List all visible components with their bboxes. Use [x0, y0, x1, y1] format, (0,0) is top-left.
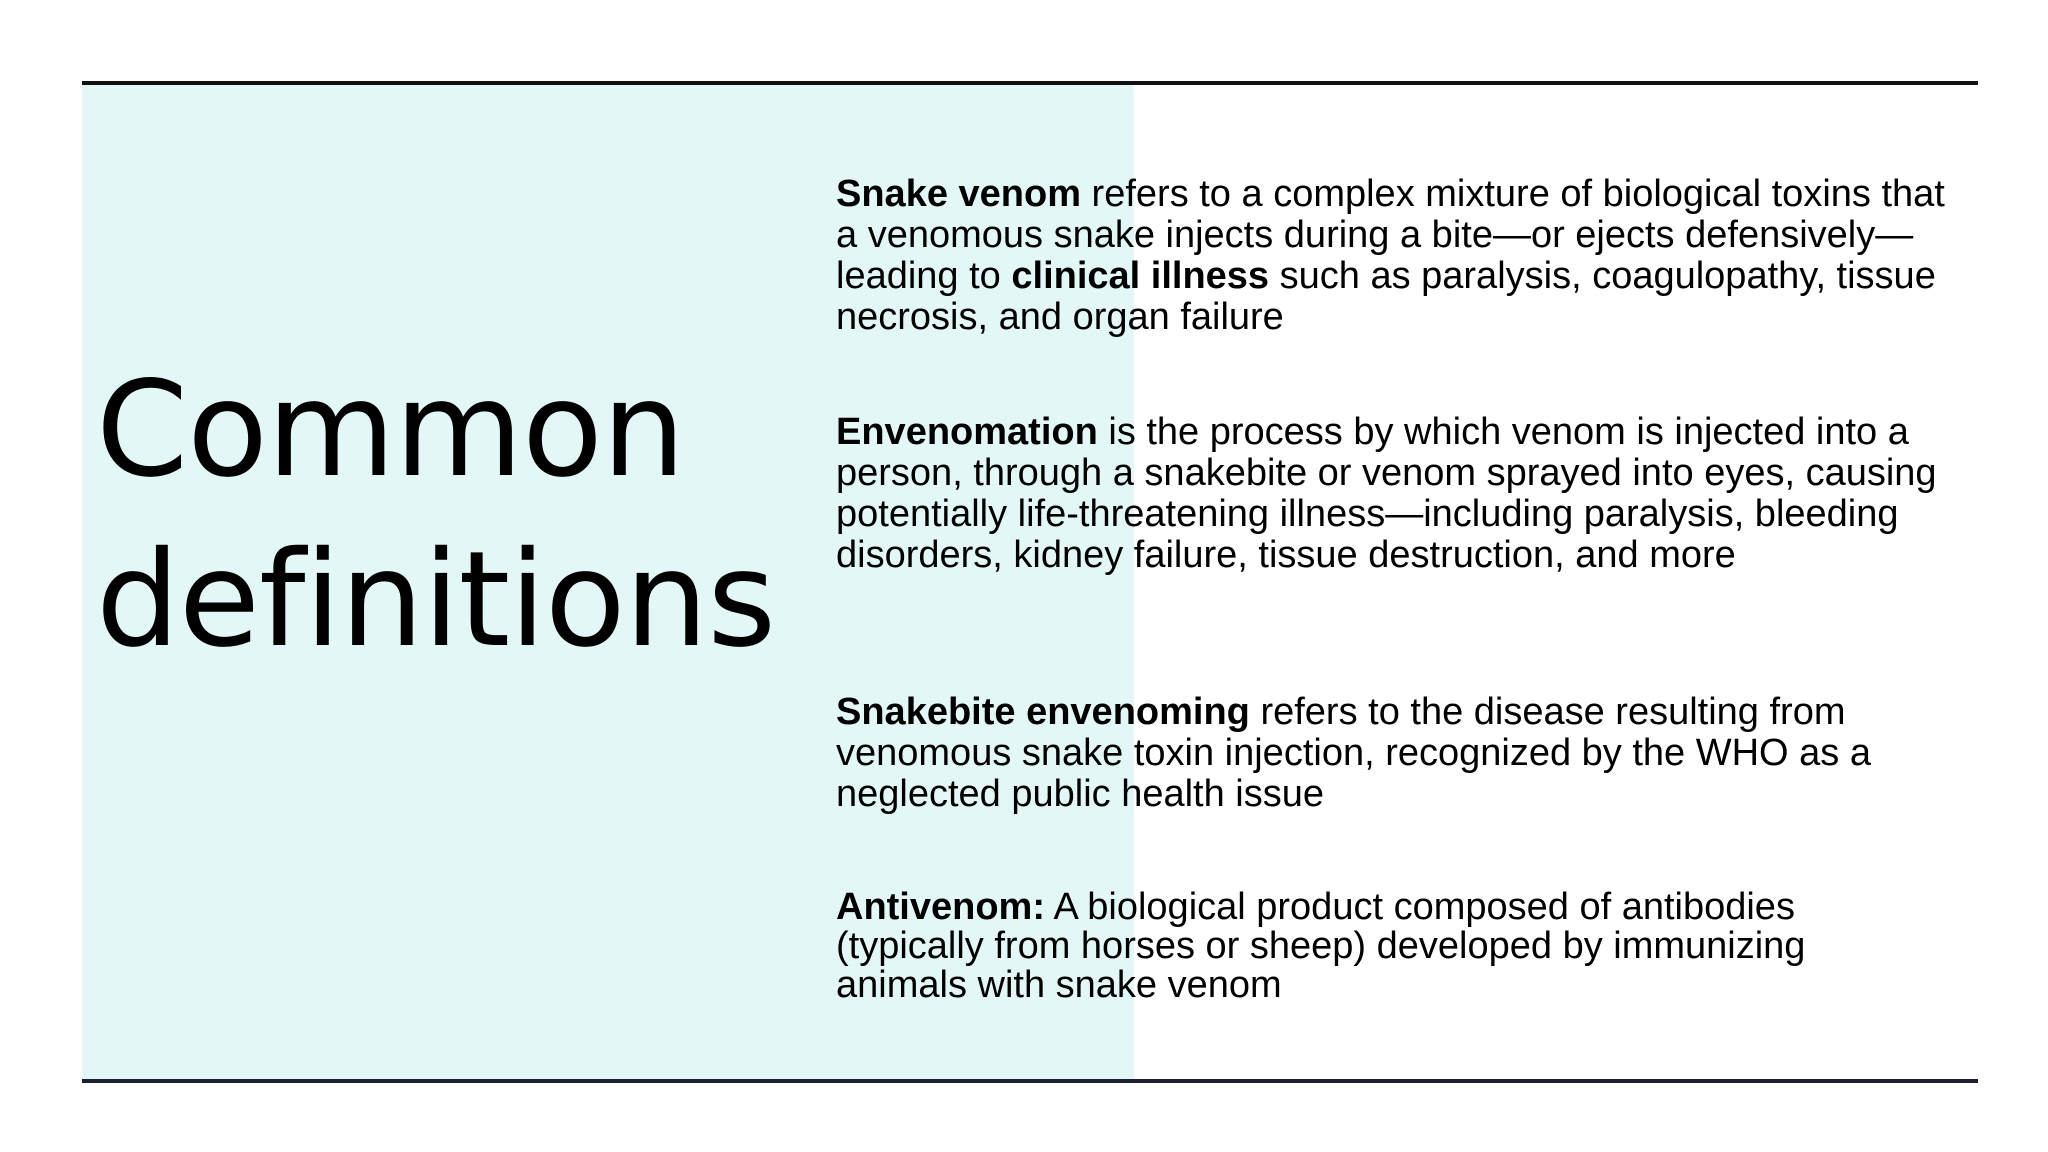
definition-emphasis: clinical illness [1011, 255, 1270, 297]
definition-envenomation [836, 412, 1946, 576]
bottom-rule [82, 1079, 1978, 1083]
definition-text: refers to the disease resulting from venomous snake toxin injection, recognized by the WHO as a neglected public health issue [836, 691, 1871, 815]
definition-text: such as paralysis, coagulopathy, tissue necrosis, and organ failure [836, 255, 1936, 338]
definition-term: Antivenom: [836, 886, 1045, 928]
definition-term: Snakebite envenoming [836, 691, 1250, 733]
definition-text: A biological product composed of antibodies (typically from horses or sheep) developed by immunizing animals with snake venom [836, 886, 1806, 1006]
definition-snakebite-envenoming [836, 692, 1946, 815]
definition-text: refers to a complex mixture of biological toxins that a venomous snake injects during a bite—or ejects defensively—leading to [836, 173, 1945, 297]
slide-title: Common definitions [96, 353, 776, 677]
definition-antivenom [836, 888, 1946, 1005]
definition-text: is the process by which venom is injected into a person, through a snakebite or venom sprayed into eyes, causing potentially life-threatening illness—including paralysis, bleeding disorders, kidney failure, tissue destruction, and more [836, 411, 1937, 576]
definition-term: Envenomation [836, 411, 1098, 453]
definition-term: Snake venom [836, 173, 1081, 215]
definition-snake-venom [836, 174, 1946, 338]
